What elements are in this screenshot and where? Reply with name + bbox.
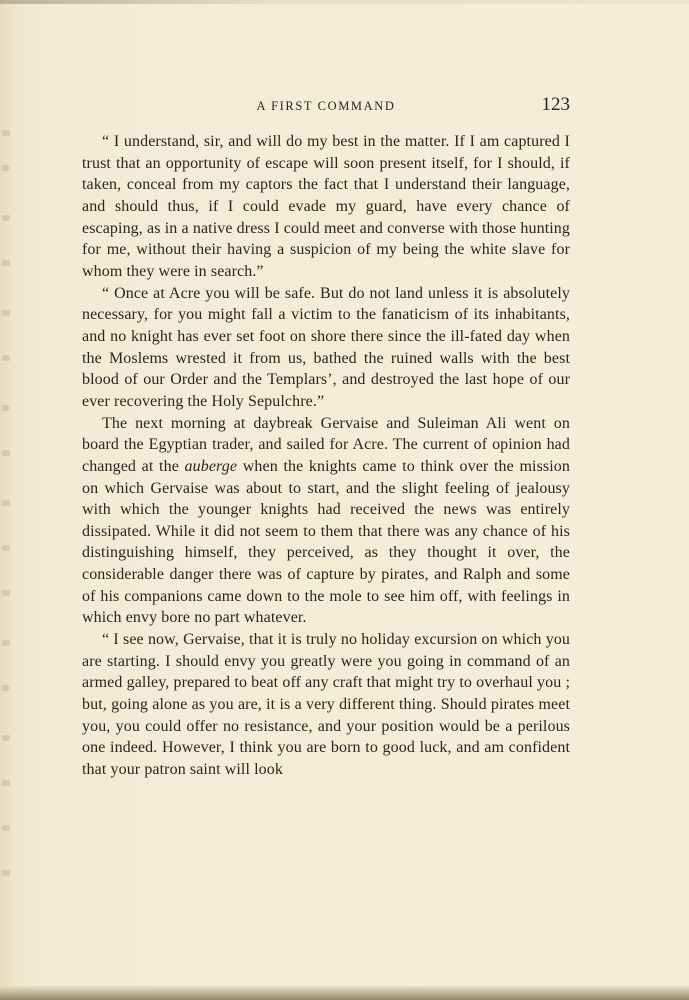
page-bottom-edge [0, 986, 689, 1000]
page-top-edge [0, 0, 689, 4]
page-header [82, 94, 570, 120]
body-text [82, 131, 570, 781]
paragraph: “ I understand, sir, and will do my best in the matter. If I am captured I trust that an opportunity of escape will soon present itself, for I should, if taken, conceal from my captors the fact that I understand their language, and should thus, if I could evade my guard, have every chance of escaping, as in a native dress I could meet and converse with those hunting for me, without their having a suspicion of my being the white slave for whom they were in search.” [82, 133, 570, 280]
italic-word: auberge [184, 457, 238, 475]
paragraph: “ Once at Acre you will be safe. But do not land unless it is absolutely necessary, for you might fall a victim to the fanaticism of its inhabitants, and no knight has ever set foot on shore there since the ill-fated day when the Moslems wrested it from us, bathed the ruined walls with the best blood of our Order and the Templars’, and destroyed the last hope of our ever recovering the Holy Sepulchre.” [82, 284, 570, 410]
paragraph-text: The next morning at daybreak Gervaise and Suleiman Ali went on board the Egyptian trader, and sailed for Acre. The current of opinion had changed at the [82, 414, 570, 475]
facing-page-bleed [0, 120, 16, 900]
paragraph [82, 413, 570, 630]
page-number: 123 [541, 94, 570, 115]
paragraph-text: when the knights came to think over the mission on which Gervaise was about to start, and the slight feeling of jealousy with which the younger knights had received the news was entirely dissipated. While it did not seem to them that there was any chance of his distinguishing himself, they perceived, as they thought it over, the considerable danger there was of capture by pirates, and Ralph and some of his companions came down to the mole to see him off, with feelings in which envy bore no part whatever. [82, 457, 570, 627]
running-head: A FIRST COMMAND [256, 99, 396, 113]
paragraph: “ I see now, Gervaise, that it is truly no holiday excursion on which you are starting. I should envy you greatly were you going in command of an armed galley, prepared to beat off any craft that might try to overhaul you ; but, going alone as you are, it is a very different thing. Should pirates meet you, you could offer no resistance, and your position would be a perilous one indeed. However, I think you are born to good luck, and am confident that your patron saint will look [82, 631, 570, 779]
